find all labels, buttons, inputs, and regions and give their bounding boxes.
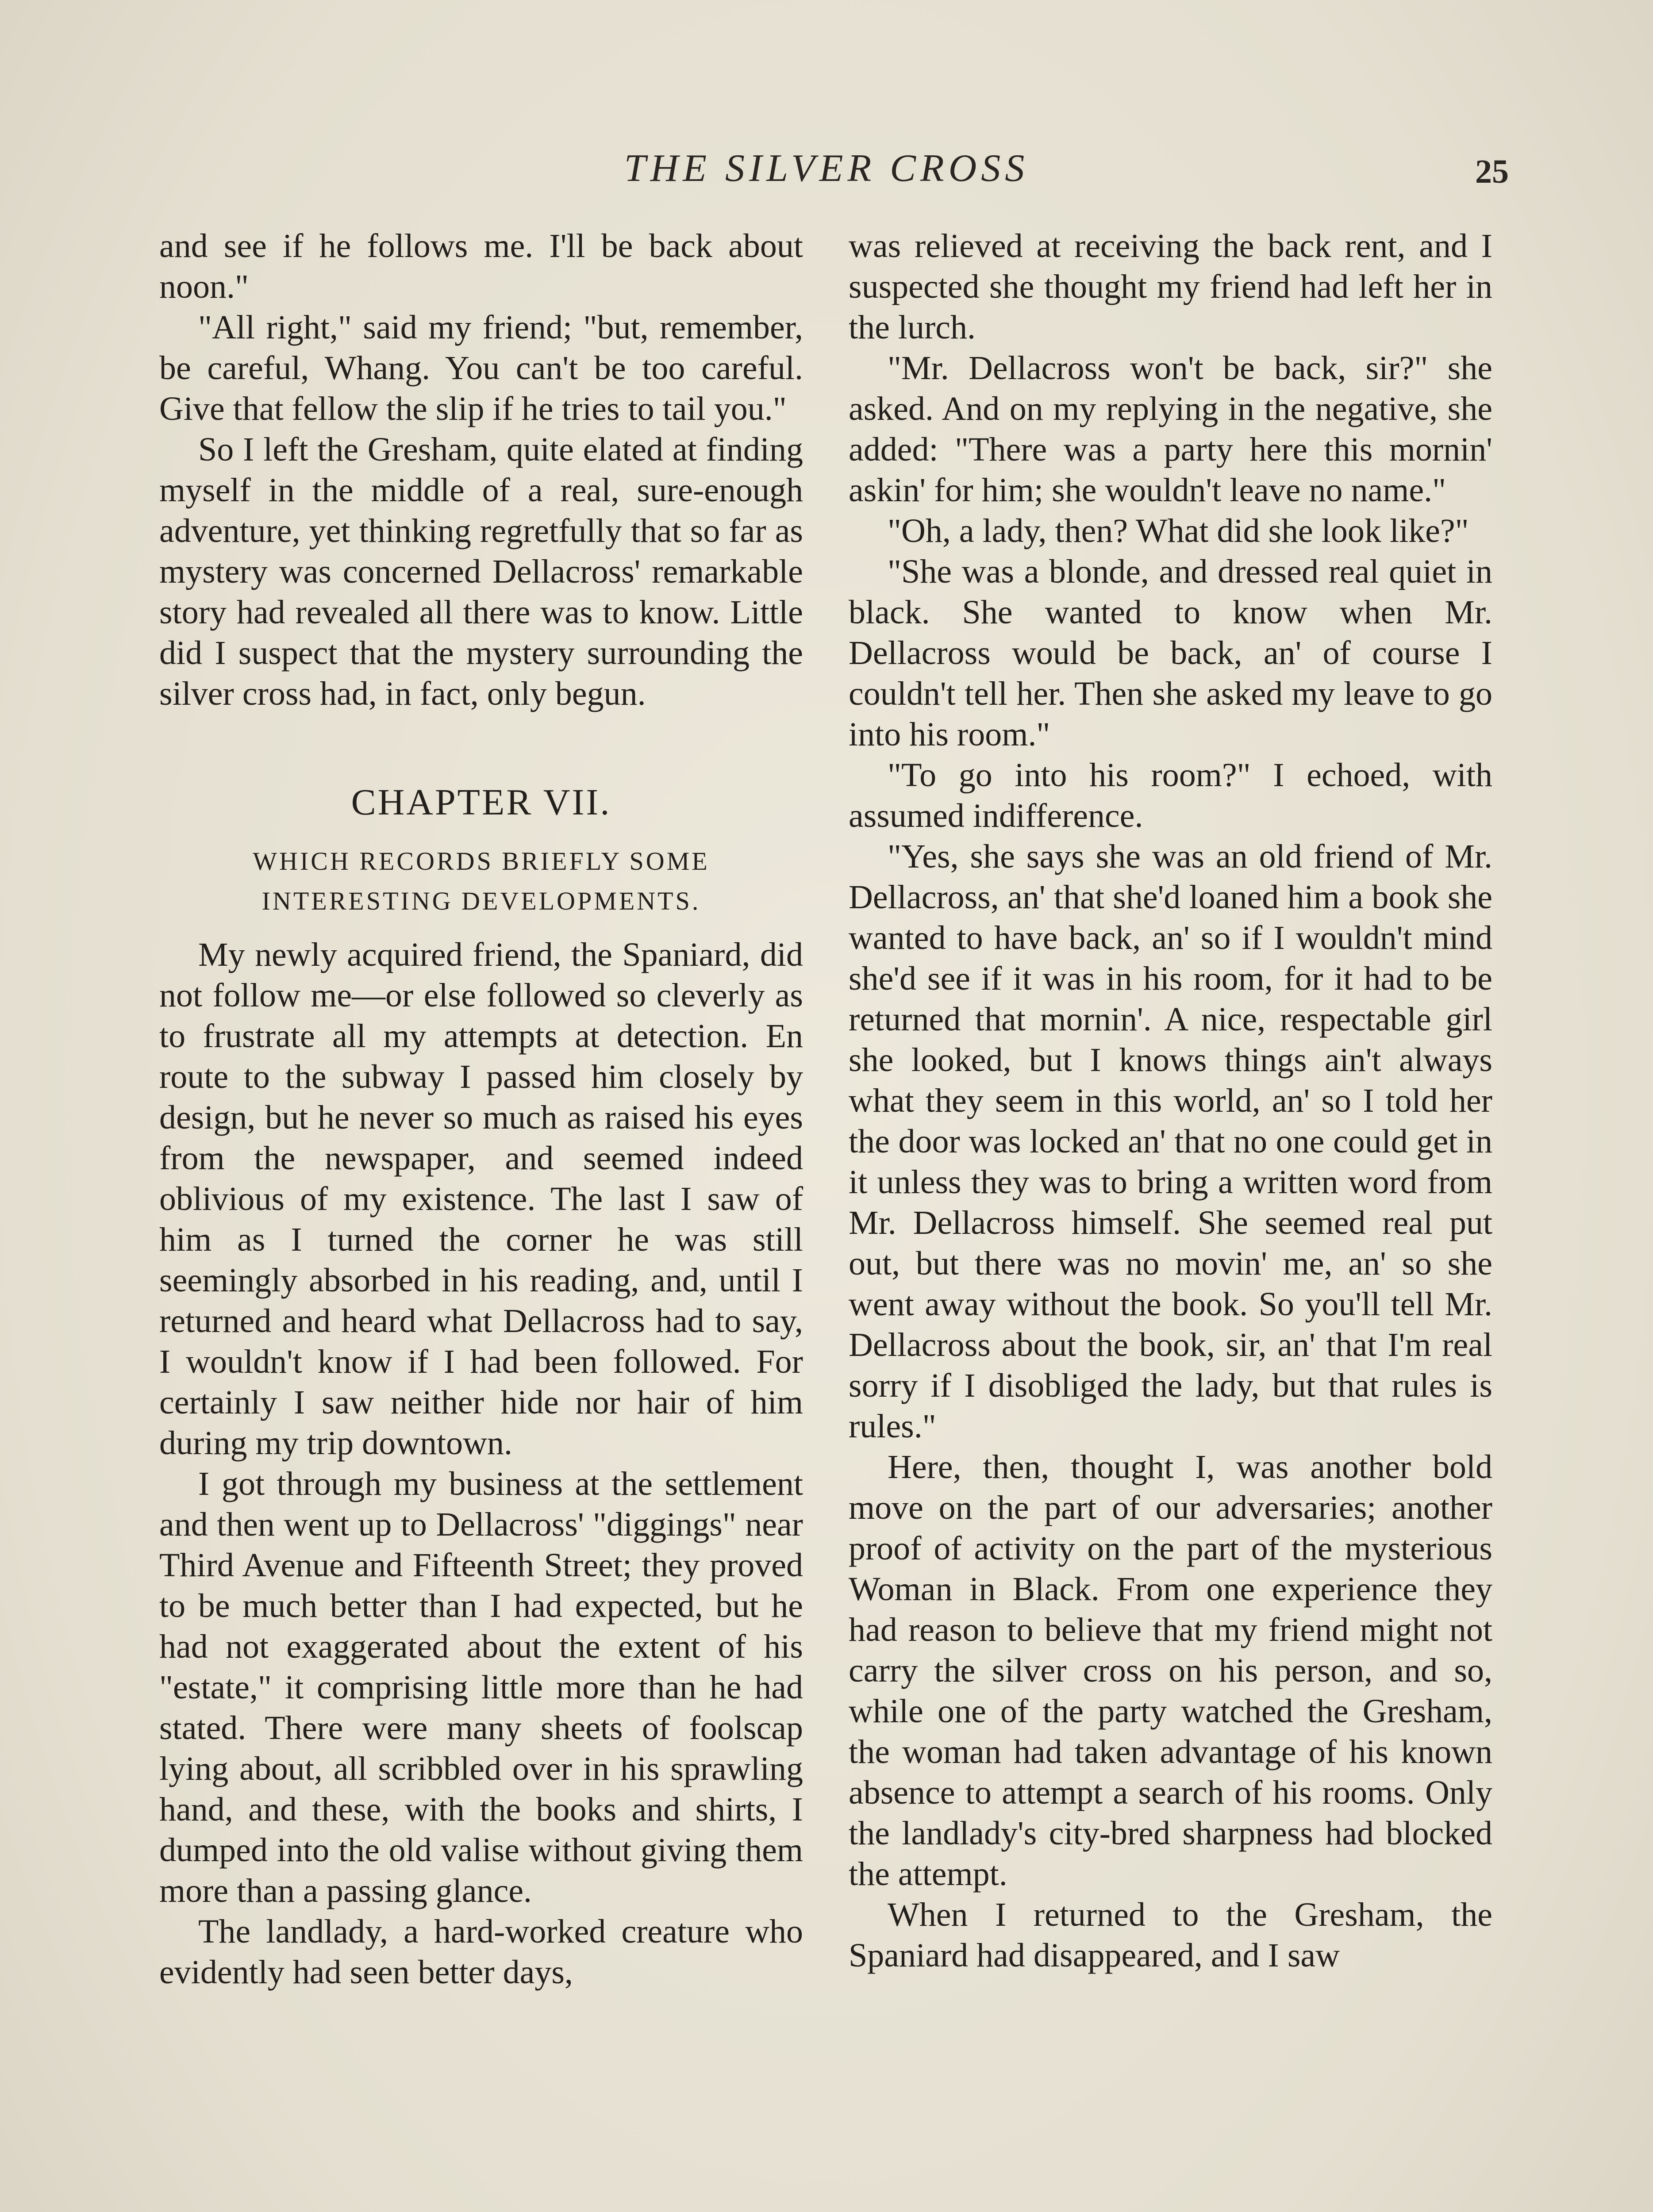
page-number: 25 — [1475, 153, 1509, 190]
paragraph: "To go into his room?" I echoed, with assumed indifference. — [849, 757, 1492, 834]
paragraph: When I returned to the Gresham, the Spaniard had disappeared, and I saw — [849, 1896, 1492, 1974]
paragraph: and see if he follows me. I'll be back about noon." — [159, 227, 803, 305]
paragraph: My newly acquired friend, the Spaniard, did not follow me—or else followed so cleverly as to frustrate all my attempts at detection. En route to the subway I passed him closely by design, but he never so much as raised his eyes from the newspaper, and seemed indeed oblivious of my existence. The last I saw of him as I turned the corner he was still seemingly absorbed in his reading, and, until I returned and heard what Dellacross had to say, I wouldn't know if I had been followed. For certainly I saw neither hide nor hair of him during my trip downtown. — [159, 936, 803, 1462]
chapter-subtitle: WHICH RECORDS BRIEFLY SOME INTERESTING DEVELOPMENTS. — [253, 847, 710, 915]
paragraph: I got through my business at the settlement and then went up to Dellacross' "diggings" near Third Avenue and Fifteenth Street; they proved to be much better than I had expected, but he had not exaggerated about the extent of his "estate," it comprising little more than he had stated. There were many sheets of foolscap lying about, all scribbled over in his sprawling hand, and these, with the books and shirts, I dumped into the old valise without giving them more than a passing glance. — [159, 1465, 803, 1909]
paragraph: "She was a blonde, and dressed real quiet in black. She wanted to know when Mr. Dellacross would be back, an' of course I couldn't tell her. Then she asked my leave to go into his room." — [849, 553, 1492, 753]
paragraph: "All right," said my friend; "but, remember, be careful, Whang. You can't be too careful. Give that fellow the slip if he tries to tail you." — [159, 309, 803, 427]
right-column — [849, 226, 1492, 1976]
paragraph: Here, then, thought I, was another bold move on the part of our adversaries; another proof of activity on the part of the mysterious Woman in Black. From one experience they had reason to believe that my friend might not carry the silver cross on his person, and so, while one of the party watched the Gresham, the woman had taken advantage of his known absence to attempt a search of his rooms. Only the landlady's city-bred sharpness had blocked the attempt. — [849, 1448, 1492, 1893]
chapter-heading: CHAPTER VII. — [351, 782, 611, 823]
running-title: THE SILVER CROSS — [624, 147, 1029, 190]
paragraph: "Oh, a lady, then? What did she look like?" — [888, 512, 1469, 549]
paragraph: The landlady, a hard-worked creature who evidently had seen better days, — [159, 1913, 803, 1991]
left-column — [159, 226, 803, 1993]
paragraph: was relieved at receiving the back rent, and I suspected she thought my friend had left her in the lurch. — [849, 227, 1492, 346]
paragraph: "Mr. Dellacross won't be back, sir?" she asked. And on my replying in the negative, she added: "There was a party here this mornin' askin' for him; she wouldn't leave no name." — [849, 349, 1492, 509]
paragraph: So I left the Gresham, quite elated at finding myself in the middle of a real, sure-enough adventure, yet thinking regretfully that so far as mystery was concerned Dellacross' remarkable story had revealed all there was to know. Little did I suspect that the mystery surrounding the silver cross had, in fact, only begun. — [159, 431, 803, 712]
paragraph: "Yes, she says she was an old friend of Mr. Dellacross, an' that she'd loaned him a book she wanted to have back, an' so if I wouldn't mind she'd see if it was in his room, for it had to be returned that mornin'. A nice, respectable girl she looked, but I knows things ain't always what they seem in this world, an' so I told her the door was locked an' that no one could get in it unless they was to bring a written word from Mr. Dellacross himself. She seemed real put out, but there was no movin' me, an' so she went away without the book. So you'll tell Mr. Dellacross about the book, sir, an' that I'm real sorry if I disobliged the lady, but that rules is rules." — [849, 838, 1492, 1445]
